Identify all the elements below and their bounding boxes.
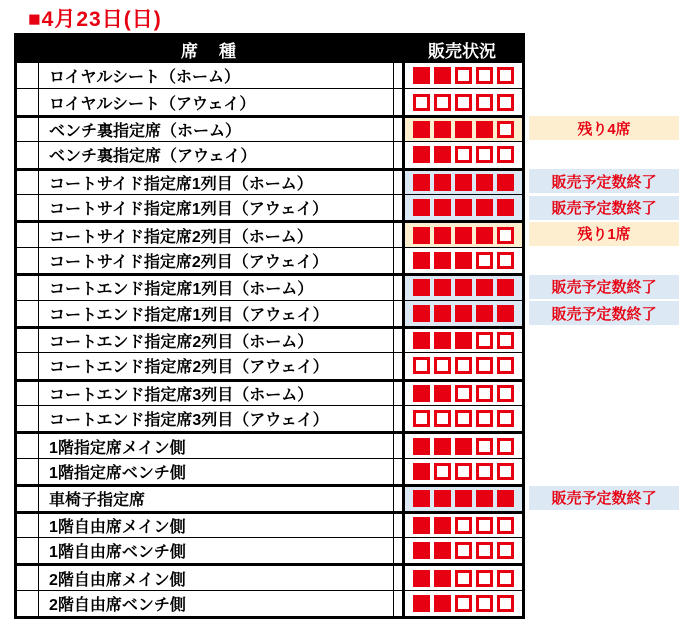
sold-square-icon bbox=[434, 146, 451, 163]
available-square-icon bbox=[434, 357, 451, 374]
seat-type-label: コートエンド指定席3列目（ホーム） bbox=[39, 382, 394, 405]
table-header bbox=[17, 36, 522, 62]
sold-square-icon bbox=[413, 517, 430, 534]
sold-square-icon bbox=[434, 121, 451, 138]
sales-status-cell bbox=[402, 118, 522, 141]
table-row bbox=[17, 168, 522, 194]
table-row bbox=[17, 247, 522, 273]
sold-square-icon bbox=[455, 174, 472, 191]
available-square-icon bbox=[476, 94, 493, 111]
available-square-icon bbox=[455, 542, 472, 559]
sold-square-icon bbox=[413, 279, 430, 296]
sold-square-icon bbox=[497, 174, 514, 191]
sold-square-icon bbox=[434, 595, 451, 612]
available-square-icon bbox=[476, 517, 493, 534]
row-left-spacer bbox=[17, 223, 39, 246]
sold-square-icon bbox=[434, 385, 451, 402]
available-square-icon bbox=[476, 542, 493, 559]
sold-square-icon bbox=[434, 227, 451, 244]
sales-status-cell bbox=[402, 382, 522, 405]
sales-status-cell bbox=[402, 142, 522, 167]
available-square-icon bbox=[497, 570, 514, 587]
status-note: 販売予定数終了 bbox=[529, 301, 679, 325]
sold-square-icon bbox=[476, 199, 493, 216]
row-gap bbox=[394, 459, 402, 484]
sold-square-icon bbox=[434, 438, 451, 455]
sold-square-icon bbox=[413, 490, 430, 507]
available-square-icon bbox=[497, 94, 514, 111]
sales-status-cell bbox=[402, 301, 522, 326]
sales-status-cell bbox=[402, 406, 522, 431]
table-row bbox=[17, 141, 522, 167]
table-row bbox=[17, 220, 522, 246]
sold-square-icon bbox=[476, 121, 493, 138]
available-square-icon bbox=[497, 385, 514, 402]
available-square-icon bbox=[497, 252, 514, 269]
seat-type-label: 2階自由席メイン側 bbox=[39, 566, 394, 589]
row-gap bbox=[394, 329, 402, 352]
row-left-spacer bbox=[17, 353, 39, 378]
available-square-icon bbox=[497, 595, 514, 612]
row-left-spacer bbox=[17, 459, 39, 484]
sold-square-icon bbox=[434, 542, 451, 559]
row-gap bbox=[394, 538, 402, 563]
row-gap bbox=[394, 223, 402, 246]
sold-square-icon bbox=[413, 121, 430, 138]
sold-square-icon bbox=[497, 305, 514, 322]
row-gap bbox=[394, 195, 402, 220]
sold-square-icon bbox=[455, 305, 472, 322]
seat-type-label: コートエンド指定席3列目（アウェイ） bbox=[39, 406, 394, 431]
sold-square-icon bbox=[413, 305, 430, 322]
sold-square-icon bbox=[413, 463, 430, 480]
seat-type-label: 車椅子指定席 bbox=[39, 487, 394, 510]
sales-status-cell bbox=[402, 63, 522, 88]
sold-square-icon bbox=[434, 67, 451, 84]
sales-status-cell bbox=[402, 171, 522, 194]
row-left-spacer bbox=[17, 63, 39, 88]
sold-square-icon bbox=[476, 174, 493, 191]
row-left-spacer bbox=[17, 329, 39, 352]
seat-type-label: 1階自由席ベンチ側 bbox=[39, 538, 394, 563]
seat-type-label: コートエンド指定席1列目（ホーム） bbox=[39, 276, 394, 299]
row-left-spacer bbox=[17, 487, 39, 510]
available-square-icon bbox=[497, 517, 514, 534]
sold-square-icon bbox=[497, 490, 514, 507]
table-row bbox=[17, 352, 522, 378]
table-row bbox=[17, 379, 522, 405]
page-title: ■4月23日(日) bbox=[28, 8, 162, 31]
available-square-icon bbox=[476, 570, 493, 587]
available-square-icon bbox=[455, 357, 472, 374]
row-left-spacer bbox=[17, 566, 39, 589]
seat-type-label: コートエンド指定席1列目（アウェイ） bbox=[39, 301, 394, 326]
available-square-icon bbox=[497, 438, 514, 455]
table-row bbox=[17, 511, 522, 537]
sold-square-icon bbox=[434, 517, 451, 534]
available-square-icon bbox=[413, 94, 430, 111]
table-row bbox=[17, 458, 522, 484]
sales-status-cell bbox=[402, 223, 522, 246]
table-row bbox=[17, 405, 522, 431]
available-square-icon bbox=[497, 357, 514, 374]
sold-square-icon bbox=[434, 570, 451, 587]
seat-type-label: 2階自由席ベンチ側 bbox=[39, 591, 394, 616]
available-square-icon bbox=[413, 357, 430, 374]
table-row bbox=[17, 484, 522, 510]
available-square-icon bbox=[476, 385, 493, 402]
row-left-spacer bbox=[17, 591, 39, 616]
sales-status-cell bbox=[402, 434, 522, 457]
sales-status-cell bbox=[402, 591, 522, 616]
available-square-icon bbox=[455, 94, 472, 111]
row-left-spacer bbox=[17, 514, 39, 537]
row-left-spacer bbox=[17, 538, 39, 563]
row-left-spacer bbox=[17, 118, 39, 141]
table-row bbox=[17, 590, 522, 616]
row-gap bbox=[394, 514, 402, 537]
available-square-icon bbox=[497, 67, 514, 84]
row-left-spacer bbox=[17, 89, 39, 114]
row-gap bbox=[394, 63, 402, 88]
available-square-icon bbox=[476, 463, 493, 480]
row-left-spacer bbox=[17, 406, 39, 431]
status-note: 残り4席 bbox=[529, 116, 679, 140]
sold-square-icon bbox=[434, 490, 451, 507]
sold-square-icon bbox=[413, 542, 430, 559]
available-square-icon bbox=[455, 517, 472, 534]
sold-square-icon bbox=[434, 305, 451, 322]
seat-type-label: 1階自由席メイン側 bbox=[39, 514, 394, 537]
sales-status-cell bbox=[402, 353, 522, 378]
table-row bbox=[17, 300, 522, 326]
status-note: 販売予定数終了 bbox=[529, 196, 679, 220]
row-gap bbox=[394, 89, 402, 114]
row-gap bbox=[394, 566, 402, 589]
row-left-spacer bbox=[17, 301, 39, 326]
row-gap bbox=[394, 434, 402, 457]
sales-status-cell bbox=[402, 514, 522, 537]
sold-square-icon bbox=[455, 199, 472, 216]
table-row bbox=[17, 115, 522, 141]
sold-square-icon bbox=[455, 279, 472, 296]
table-row bbox=[17, 431, 522, 457]
sold-square-icon bbox=[476, 305, 493, 322]
status-note: 残り1席 bbox=[529, 222, 679, 246]
sold-square-icon bbox=[455, 252, 472, 269]
row-left-spacer bbox=[17, 276, 39, 299]
seat-type-label: コートエンド指定席2列目（アウェイ） bbox=[39, 353, 394, 378]
sold-square-icon bbox=[413, 227, 430, 244]
sold-square-icon bbox=[476, 279, 493, 296]
sales-status-cell bbox=[402, 248, 522, 273]
available-square-icon bbox=[455, 385, 472, 402]
available-square-icon bbox=[497, 410, 514, 427]
table-row bbox=[17, 563, 522, 589]
row-gap bbox=[394, 591, 402, 616]
row-left-spacer bbox=[17, 248, 39, 273]
available-square-icon bbox=[476, 595, 493, 612]
sold-square-icon bbox=[413, 385, 430, 402]
available-square-icon bbox=[476, 252, 493, 269]
sold-square-icon bbox=[434, 174, 451, 191]
sold-square-icon bbox=[413, 595, 430, 612]
sales-status-cell bbox=[402, 487, 522, 510]
sold-square-icon bbox=[413, 67, 430, 84]
row-gap bbox=[394, 353, 402, 378]
sold-square-icon bbox=[497, 279, 514, 296]
sales-status-cell bbox=[402, 459, 522, 484]
row-gap bbox=[394, 142, 402, 167]
sold-square-icon bbox=[455, 438, 472, 455]
sold-square-icon bbox=[434, 252, 451, 269]
sold-square-icon bbox=[434, 332, 451, 349]
sold-square-icon bbox=[413, 332, 430, 349]
available-square-icon bbox=[434, 463, 451, 480]
seat-type-label: ロイヤルシート（アウェイ） bbox=[39, 89, 394, 114]
seat-type-label: コートサイド指定席2列目（ホーム） bbox=[39, 223, 394, 246]
sold-square-icon bbox=[455, 121, 472, 138]
table-row bbox=[17, 88, 522, 114]
seat-type-label: コートサイド指定席1列目（アウェイ） bbox=[39, 195, 394, 220]
sold-square-icon bbox=[497, 199, 514, 216]
row-gap bbox=[394, 382, 402, 405]
available-square-icon bbox=[476, 357, 493, 374]
status-note: 販売予定数終了 bbox=[529, 169, 679, 193]
seat-type-label: ロイヤルシート（ホーム） bbox=[39, 63, 394, 88]
seat-type-label: 1階指定席ベンチ側 bbox=[39, 459, 394, 484]
available-square-icon bbox=[455, 595, 472, 612]
available-square-icon bbox=[476, 410, 493, 427]
header-seat-type: 席 種 bbox=[181, 41, 238, 61]
available-square-icon bbox=[497, 332, 514, 349]
available-square-icon bbox=[497, 542, 514, 559]
available-square-icon bbox=[497, 463, 514, 480]
sold-square-icon bbox=[476, 490, 493, 507]
seat-type-label: ベンチ裏指定席（アウェイ） bbox=[39, 142, 394, 167]
sold-square-icon bbox=[434, 199, 451, 216]
sales-status-cell bbox=[402, 195, 522, 220]
available-square-icon bbox=[455, 146, 472, 163]
available-square-icon bbox=[434, 410, 451, 427]
row-gap bbox=[394, 171, 402, 194]
seat-type-label: コートサイド指定席1列目（ホーム） bbox=[39, 171, 394, 194]
available-square-icon bbox=[455, 67, 472, 84]
seat-type-label: コートエンド指定席2列目（ホーム） bbox=[39, 329, 394, 352]
row-left-spacer bbox=[17, 171, 39, 194]
table-body bbox=[17, 62, 522, 616]
status-note: 販売予定数終了 bbox=[529, 275, 679, 299]
available-square-icon bbox=[476, 332, 493, 349]
table-row bbox=[17, 537, 522, 563]
available-square-icon bbox=[455, 463, 472, 480]
available-square-icon bbox=[434, 94, 451, 111]
sold-square-icon bbox=[413, 199, 430, 216]
seat-type-label: コートサイド指定席2列目（アウェイ） bbox=[39, 248, 394, 273]
sold-square-icon bbox=[455, 332, 472, 349]
sold-square-icon bbox=[413, 438, 430, 455]
table-row bbox=[17, 273, 522, 299]
available-square-icon bbox=[455, 410, 472, 427]
available-square-icon bbox=[476, 67, 493, 84]
status-note: 販売予定数終了 bbox=[529, 486, 679, 510]
sold-square-icon bbox=[476, 227, 493, 244]
row-gap bbox=[394, 276, 402, 299]
available-square-icon bbox=[455, 570, 472, 587]
sales-status-cell bbox=[402, 89, 522, 114]
sold-square-icon bbox=[455, 227, 472, 244]
sales-status-cell bbox=[402, 566, 522, 589]
available-square-icon bbox=[497, 121, 514, 138]
row-gap bbox=[394, 248, 402, 273]
sales-status-cell bbox=[402, 538, 522, 563]
seat-type-label: 1階指定席メイン側 bbox=[39, 434, 394, 457]
row-gap bbox=[394, 118, 402, 141]
sold-square-icon bbox=[413, 252, 430, 269]
row-left-spacer bbox=[17, 382, 39, 405]
sold-square-icon bbox=[434, 279, 451, 296]
table-row bbox=[17, 326, 522, 352]
row-gap bbox=[394, 301, 402, 326]
header-sales-status: 販売状況 bbox=[428, 41, 496, 61]
available-square-icon bbox=[497, 227, 514, 244]
sales-status-cell bbox=[402, 276, 522, 299]
row-gap bbox=[394, 406, 402, 431]
row-gap bbox=[394, 487, 402, 510]
seat-sales-table bbox=[14, 33, 525, 619]
available-square-icon bbox=[497, 146, 514, 163]
sold-square-icon bbox=[455, 490, 472, 507]
row-left-spacer bbox=[17, 434, 39, 457]
sales-status-cell bbox=[402, 329, 522, 352]
available-square-icon bbox=[413, 410, 430, 427]
seat-type-label: ベンチ裏指定席（ホーム） bbox=[39, 118, 394, 141]
row-left-spacer bbox=[17, 142, 39, 167]
row-left-spacer bbox=[17, 195, 39, 220]
table-row bbox=[17, 62, 522, 88]
available-square-icon bbox=[476, 146, 493, 163]
sold-square-icon bbox=[413, 174, 430, 191]
available-square-icon bbox=[476, 438, 493, 455]
sold-square-icon bbox=[413, 570, 430, 587]
table-row bbox=[17, 194, 522, 220]
sold-square-icon bbox=[413, 146, 430, 163]
